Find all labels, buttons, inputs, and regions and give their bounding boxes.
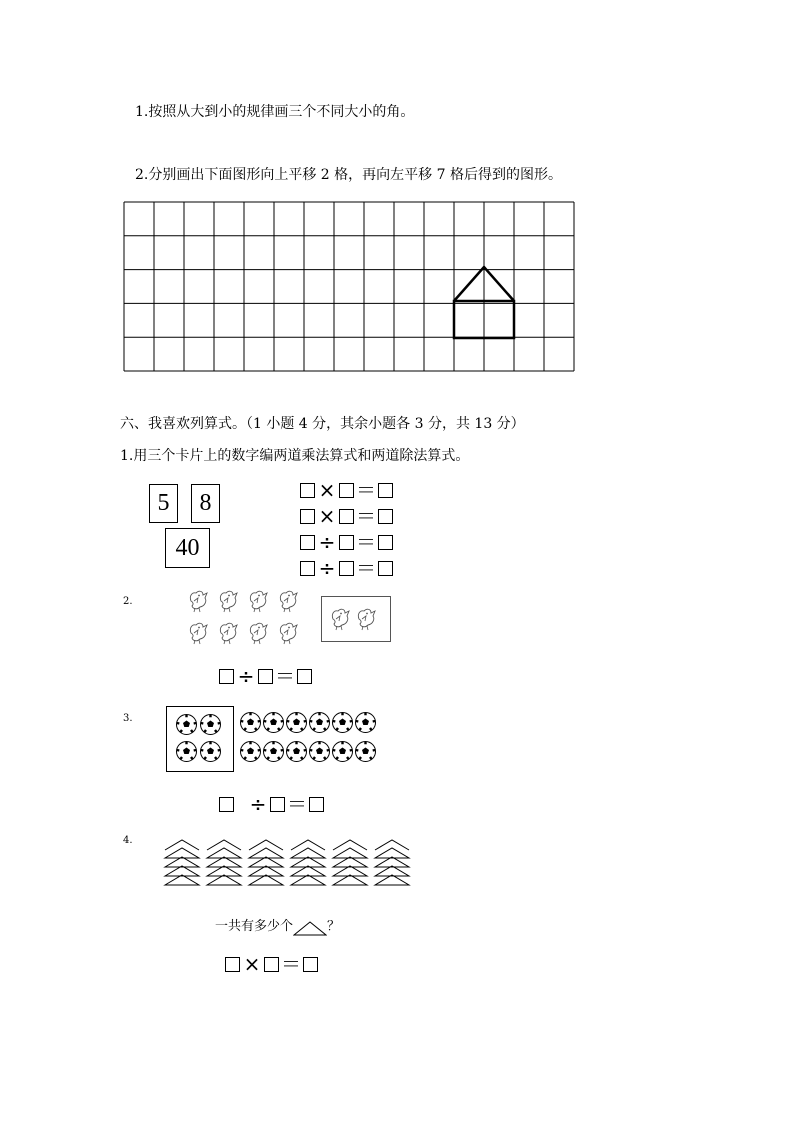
answer-box[interactable] (264, 957, 279, 972)
q5-item2-text: 2.分别画出下面图形向上平移 2 格，再向左平移 7 格后得到的图形。 (135, 167, 562, 183)
answer-box[interactable] (225, 957, 240, 972)
equation-item2: ÷ ＝ (219, 665, 312, 687)
answer-box[interactable] (258, 669, 273, 684)
answer-box[interactable] (300, 535, 315, 550)
q5-item1-text: 1.按照从大到小的规律画三个不同大小的角。 (135, 104, 415, 120)
bird-group (188, 589, 310, 657)
answer-box[interactable] (219, 669, 234, 684)
answer-box[interactable] (339, 561, 354, 576)
item3-number: 3. (123, 713, 133, 724)
triangle-stacks (163, 836, 413, 890)
answer-box[interactable] (339, 483, 354, 498)
equation-item4: × ＝ (225, 953, 318, 975)
section6-item1-text: 1.用三个卡片上的数字编两道乘法算式和两道除法算式。 (120, 448, 470, 464)
answer-box[interactable] (300, 483, 315, 498)
triangle-icon (293, 920, 327, 936)
equation-multiply-1: × ＝ (300, 479, 393, 501)
bird-group-box (321, 596, 391, 642)
soccer-ball-group-box (166, 706, 234, 772)
number-card-5: 5 (149, 484, 178, 523)
item4-number: 4. (123, 835, 133, 846)
answer-box[interactable] (219, 797, 234, 812)
equation-item3: ÷ ＝ (219, 793, 324, 815)
answer-box[interactable] (303, 957, 318, 972)
number-card-40: 40 (165, 528, 210, 568)
answer-box[interactable] (339, 535, 354, 550)
answer-box[interactable] (339, 509, 354, 524)
answer-box[interactable] (309, 797, 324, 812)
answer-box[interactable] (300, 561, 315, 576)
equation-divide-2: ÷ ＝ (300, 557, 393, 579)
answer-box[interactable] (270, 797, 285, 812)
number-card-8: 8 (191, 484, 220, 523)
answer-box[interactable] (378, 561, 393, 576)
item4-question: 一共有多少个 ？ (215, 919, 341, 934)
translation-grid (122, 200, 578, 372)
soccer-ball-group (240, 712, 382, 768)
equation-multiply-2: × ＝ (300, 505, 393, 527)
answer-box[interactable] (300, 509, 315, 524)
answer-box[interactable] (378, 483, 393, 498)
equation-divide-1: ÷ ＝ (300, 531, 393, 553)
answer-box[interactable] (378, 509, 393, 524)
answer-box[interactable] (297, 669, 312, 684)
item2-number: 2. (123, 596, 133, 607)
answer-box[interactable] (378, 535, 393, 550)
section6-title: 六、我喜欢列算式。（1 小题 4 分，其余小题各 3 分，共 13 分） (120, 416, 525, 432)
